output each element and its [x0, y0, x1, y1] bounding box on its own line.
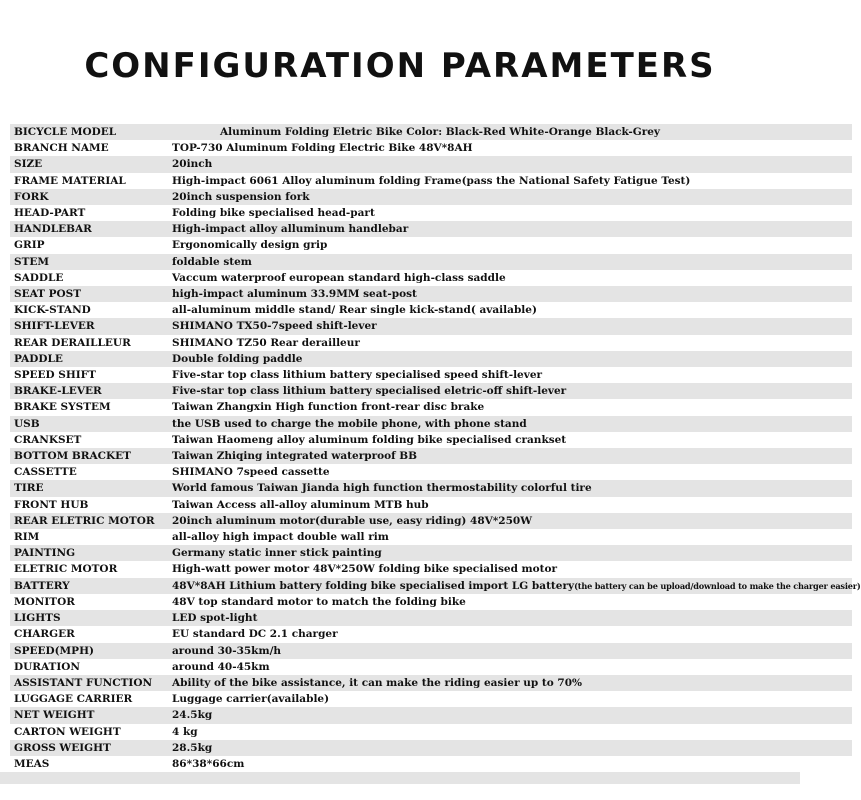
spec-label: FRONT HUB: [14, 498, 89, 511]
spec-value-text: World famous Taiwan Jianda high function thermostability colorful tire: [172, 482, 592, 495]
spec-label: BICYCLE MODEL: [14, 126, 117, 138]
spec-row: [10, 448, 852, 464]
spec-label: KICK-STAND: [14, 304, 91, 317]
spec-row: [10, 724, 852, 740]
spec-label: FRAME MATERIAL: [14, 174, 126, 187]
spec-label: TIRE: [14, 482, 44, 495]
spec-value: [168, 691, 852, 707]
spec-label: SADDLE: [14, 271, 64, 284]
spec-value: [168, 545, 852, 561]
spec-row: [10, 545, 852, 561]
spec-label: NET WEIGHT: [14, 709, 95, 722]
spec-value: [168, 707, 852, 723]
spec-value-text: around 40-45km: [172, 660, 270, 673]
spec-label: DURATION: [14, 660, 81, 673]
spec-value: [168, 270, 852, 286]
spec-label: MONITOR: [14, 595, 75, 608]
spec-value-text: Aluminum Folding Eletric Bike Color: Black-Red White-Orange Black-Grey: [220, 126, 661, 138]
spec-label: BRAKE SYSTEM: [14, 401, 111, 414]
spec-label: SIZE: [14, 158, 43, 171]
spec-label: BRANCH NAME: [14, 142, 109, 155]
spec-label: LUGGAGE CARRIER: [14, 693, 133, 706]
spec-label: CASSETTE: [14, 466, 77, 479]
spec-row: [10, 416, 852, 432]
spec-row: [10, 480, 852, 496]
spec-value-text: TOP-730 Aluminum Folding Electric Bike 48V*8AH: [172, 142, 473, 155]
spec-label: BOTTOM BRACKET: [14, 450, 131, 463]
spec-row: [10, 367, 852, 383]
spec-value-text: 20inch: [172, 158, 213, 171]
spec-row: [10, 318, 852, 334]
spec-row: [10, 610, 852, 626]
spec-value: [168, 480, 852, 496]
spec-value: [168, 335, 852, 351]
spec-value-text: Vaccum waterproof european standard high-class saddle: [172, 271, 506, 284]
spec-value-text: all-alloy high impact double wall rim: [172, 531, 389, 544]
spec-value: [168, 610, 852, 626]
spec-label: CRANKSET: [14, 433, 82, 446]
spec-row: [10, 740, 852, 756]
spec-value: [168, 432, 852, 448]
spec-value-text: 28.5kg: [172, 741, 213, 754]
spec-value: [168, 594, 852, 610]
spec-label: ASSISTANT FUNCTION: [14, 676, 153, 689]
spec-label: ELETRIC MOTOR: [14, 563, 118, 576]
spec-value: [168, 383, 852, 399]
spec-row: [10, 254, 852, 270]
spec-value-text: Taiwan Access all-alloy aluminum MTB hub: [172, 498, 429, 511]
spec-value-text: 20inch suspension fork: [172, 190, 310, 203]
spec-value-text: Folding bike specialised head-part: [172, 207, 375, 220]
spec-value-text: 4 kg: [172, 725, 198, 738]
spec-table: [10, 124, 861, 772]
spec-row: [10, 383, 852, 399]
spec-value-text: Ability of the bike assistance, it can make the riding easier up to 70%: [172, 676, 582, 689]
spec-label: STEM: [14, 255, 50, 268]
spec-value: [168, 302, 852, 318]
spec-row: [10, 529, 852, 545]
spec-value-text: SHIMANO TX50-7speed shift-lever: [172, 320, 377, 333]
spec-value-text: 48V*8AH Lithium battery folding bike specialised import LG battery: [172, 579, 575, 592]
spec-label: BRAKE-LEVER: [14, 385, 102, 398]
spec-value-text: SHIMANO 7speed cassette: [172, 466, 330, 479]
spec-value-text: 20inch aluminum motor(durable use, easy riding) 48V*250W: [172, 514, 533, 527]
spec-value: [168, 529, 852, 545]
spec-value-text: High-impact alloy alluminum handlebar: [172, 223, 409, 236]
spec-label: HANDLEBAR: [14, 223, 92, 236]
spec-value-note: (the battery can be upload/download to make the charger easier): [574, 580, 861, 591]
spec-value: [168, 367, 852, 383]
spec-value-text: Taiwan Zhiqing integrated waterproof BB: [172, 450, 418, 463]
spec-value-text: the USB used to charge the mobile phone, with phone stand: [172, 417, 527, 430]
spec-row: [10, 659, 852, 675]
spec-row: [10, 578, 852, 594]
spec-value: [168, 659, 852, 675]
spec-value: [168, 643, 852, 659]
spec-value: [168, 756, 852, 772]
spec-row: [10, 464, 852, 480]
spec-value-text: Taiwan Haomeng alloy aluminum folding bike specialised crankset: [172, 433, 567, 446]
spec-row: [10, 237, 852, 253]
spec-value: [168, 173, 852, 189]
spec-label: CHARGER: [14, 628, 75, 641]
spec-row: [10, 286, 852, 302]
spec-value: [168, 497, 852, 513]
spec-label: FORK: [14, 190, 49, 203]
spec-value: [168, 351, 852, 367]
spec-value: [168, 416, 852, 432]
spec-label: SHIFT-LEVER: [14, 320, 95, 333]
spec-row: [10, 302, 852, 318]
spec-row: [10, 626, 852, 642]
spec-value: [168, 189, 852, 205]
spec-row: [10, 432, 852, 448]
spec-value-text: around 30-35km/h: [172, 644, 282, 657]
spec-row: [10, 156, 852, 172]
page-title: CONFIGURATION PARAMETERS: [84, 46, 716, 86]
spec-value-text: LED spot-light: [172, 612, 258, 625]
spec-value-text: SHIMANO TZ50 Rear derailleur: [172, 336, 360, 349]
spec-label: RIM: [14, 531, 40, 544]
spec-row: [10, 335, 852, 351]
spec-label: CARTON WEIGHT: [14, 725, 121, 738]
spec-label: REAR ELETRIC MOTOR: [14, 514, 155, 527]
spec-label: BATTERY: [14, 579, 70, 592]
spec-row: [10, 691, 852, 707]
spec-label: SPEED SHIFT: [14, 369, 96, 382]
spec-value: [168, 254, 852, 270]
spec-value: [168, 124, 852, 140]
spec-value: [168, 140, 852, 156]
spec-label: MEAS: [14, 757, 50, 770]
spec-value-text: 86*38*66cm: [172, 757, 245, 770]
spec-row: [10, 513, 852, 529]
spec-label: LIGHTS: [14, 612, 61, 625]
spec-value-text: foldable stem: [172, 255, 252, 268]
spec-table-body: [10, 124, 861, 772]
spec-label: GRIP: [14, 239, 45, 252]
spec-value: [168, 156, 852, 172]
spec-value: [168, 724, 852, 740]
spec-value: [168, 513, 852, 529]
spec-row: [10, 173, 852, 189]
spec-value-text: Five-star top class lithium battery specialised speed shift-lever: [172, 369, 543, 382]
spec-value: [168, 399, 852, 415]
spec-label: REAR DERAILLEUR: [14, 336, 131, 349]
spec-row: [10, 189, 852, 205]
spec-label: SEAT POST: [14, 288, 82, 301]
spec-row: [10, 205, 852, 221]
spec-row: [10, 561, 852, 577]
spec-value: [168, 286, 852, 302]
spec-value-text: High-watt power motor 48V*250W folding bike specialised motor: [172, 563, 558, 576]
spec-label: PADDLE: [14, 352, 63, 365]
spec-value-text: high-impact aluminum 33.9MM seat-post: [172, 288, 417, 301]
spec-value: [168, 237, 852, 253]
spec-row: [10, 270, 852, 286]
spec-row: [10, 756, 852, 772]
bottom-band: [0, 772, 800, 784]
spec-value-text: Ergonomically design grip: [172, 239, 328, 252]
spec-label: USB: [14, 417, 40, 430]
spec-value-text: Double folding paddle: [172, 352, 303, 365]
spec-value: [168, 626, 852, 642]
spec-label: SPEED(MPH): [14, 644, 94, 657]
spec-value-text: Luggage carrier(available): [172, 693, 330, 706]
spec-value: [168, 675, 852, 691]
spec-row: [10, 124, 852, 140]
spec-row: [10, 643, 852, 659]
spec-row: [10, 594, 852, 610]
spec-label: GROSS WEIGHT: [14, 741, 111, 754]
spec-value: [168, 464, 852, 480]
spec-value: [168, 318, 852, 334]
spec-value-text: 48V top standard motor to match the folding bike: [172, 595, 466, 608]
spec-value-text: 24.5kg: [172, 709, 213, 722]
spec-value: [168, 561, 852, 577]
spec-value: [168, 740, 852, 756]
spec-row: [10, 221, 852, 237]
spec-value-text: EU standard DC 2.1 charger: [172, 628, 338, 641]
spec-label: PAINTING: [14, 547, 76, 560]
spec-label: HEAD-PART: [14, 207, 86, 220]
spec-row: [10, 497, 852, 513]
spec-row: [10, 140, 852, 156]
spec-value: [168, 578, 861, 594]
spec-row: [10, 399, 852, 415]
spec-value-text: Five-star top class lithium battery specialised eletric-off shift-lever: [172, 385, 567, 398]
spec-value-text: High-impact 6061 Alloy aluminum folding Frame(pass the National Safety Fatigue Test): [172, 174, 691, 187]
spec-value: [168, 448, 852, 464]
spec-row: [10, 675, 852, 691]
spec-value-text: Taiwan Zhangxin High function front-rear disc brake: [172, 401, 485, 414]
spec-value-text: all-aluminum middle stand/ Rear single kick-stand( available): [172, 304, 537, 317]
spec-row: [10, 351, 852, 367]
spec-value: [168, 221, 852, 237]
spec-row: [10, 707, 852, 723]
spec-value-text: Germany static inner stick painting: [172, 547, 382, 560]
spec-value: [168, 205, 852, 221]
